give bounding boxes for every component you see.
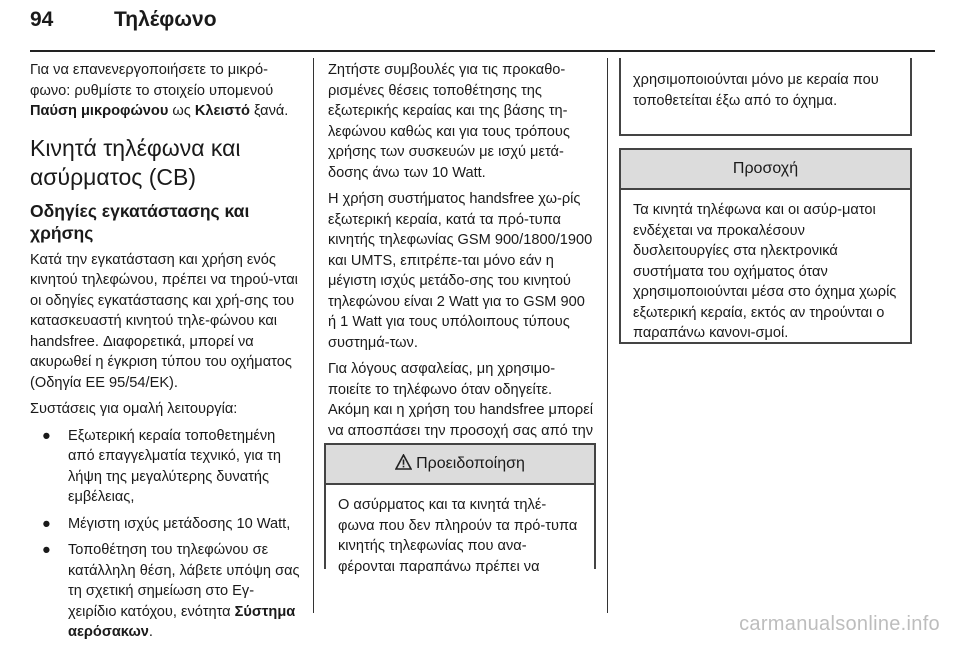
intro-mid: ως — [168, 103, 195, 119]
subsection-heading: Οδηγίες εγκατάστασης και χρήσης — [30, 200, 250, 243]
watermark: carmanualsonline.info — [739, 613, 940, 635]
column-divider-1 — [313, 58, 314, 613]
list-item-text: Εξωτερική κεραία τοποθετημένη από επαγγελματία τεχνικό, για τη λήψη της μεγαλύτερης δυνατής εμβέλειας, — [68, 427, 281, 505]
list-item — [30, 540, 302, 643]
page-header — [30, 8, 930, 48]
list-item — [30, 426, 302, 508]
bullet-dot: ● — [42, 515, 51, 532]
bullet-dot: ● — [42, 542, 51, 558]
intro-menu-item: Παύση μικροφώνου — [30, 103, 169, 119]
warning-triangle-icon — [395, 454, 412, 470]
intro-setting: Κλειστό — [194, 103, 250, 119]
warning-box-header — [326, 445, 594, 485]
caution-body: Τα κινητά τηλέφωνα και οι ασύρ-ματοι ενδέχεται να προκαλέσουν δυσλειτουργίες στα ηλεκτρονικά συστήματα του οχήματος όταν χρησιμοποιούνται μέσα στο όχημα χωρίς εξωτερική κεραία, εκτός αν τηρούνται ο παραπάνω κανονι-σμοί. — [633, 202, 897, 341]
recommendations-intro: Συστάσεις για ομαλή λειτουργία: — [30, 401, 238, 417]
list-item-text: Τοποθέτηση του τηλεφώνου σε κατάλληλη θέση, λάβετε υπόψη σας τη σχετική σημείωση στο Εγ-χειρίδιο κατόχου, ενότητα — [68, 542, 300, 620]
recommendations-list — [30, 426, 302, 643]
bullet-dot: ● — [42, 427, 51, 444]
list-item-end: . — [148, 624, 153, 640]
page-title: Τηλέφωνο — [114, 8, 217, 31]
column-divider-2 — [607, 58, 608, 613]
warning-title: Προειδοποίηση — [416, 455, 525, 472]
column-1 — [30, 60, 302, 649]
page-number: 94 — [30, 8, 54, 31]
handsfree-paragraph: Η χρήση συστήματος handsfree χω-ρίς εξωτερική κεραία, κατά τα πρό-τυπα κινητής τηλεφωνίας GSM 900/1800/1900 και UMTS, επιτρέπε-ται μόνο εάν η μέγιστη ισχύς μετάδο-σης του κινητού τηλεφώνου είναι 2 Watt για το GSM 900 ή 1 Watt για τους υπόλοιπους τύπους συστημά-των. — [328, 191, 593, 351]
safety-paragraph: Για λόγους ασφαλείας, μη χρησιμο-ποιείτε το τηλέφωνο όταν οδηγείτε. Ακόμη και η χρήση του handsfree μπορεί να αποσπάσει την προσοχή σας από την — [328, 361, 593, 439]
warning-box — [324, 443, 596, 575]
installation-paragraph: Κατά την εγκατάσταση και χρήση ενός κινητού τηλεφώνου, πρέπει να τηρού-νται οι οδηγίες εγκατάστασης και χρή-σης του κατασκευαστή κινητού τηλε-φώνου και handsfree. Διαφορετικά, μπορεί να ακυρωθεί η έγκριση τύπου του οχήματος (Οδηγία ΕΕ 95/54/ΕΚ). — [30, 251, 298, 391]
section-heading: Κινητά τηλέφωνα και ασύρματος (CB) — [30, 134, 241, 190]
intro-paragraph — [30, 60, 302, 122]
header-rule — [30, 50, 935, 52]
column-2 — [328, 60, 594, 468]
list-item-text: Μέγιστη ισχύς μετάδοσης 10 Watt, — [68, 515, 291, 532]
intro-end: ξανά. — [249, 103, 289, 119]
antenna-advice-paragraph: Ζητήστε συμβουλές για τις προκαθο-ρισμένες θέσεις τοποθέτησης της εξωτερικής κεραίας και της βάσης τη-λεφώνου καθώς και για τους τρόπους χρήσης των συσκευών με ισχύ μετά-δοσης άνω των 10 Watt. — [328, 62, 570, 181]
caution-box — [619, 148, 912, 344]
intro-text: Για να επανενεργοποιήσετε το μικρό-φωνο: ρυθμίστε το στοιχείο υπομενού — [30, 62, 274, 99]
warning-continuation-text: χρησιμοποιούνται μόνο με κεραία που τοποθετείται έξω από το όχημα. — [633, 72, 879, 109]
caution-title: Προσοχή — [732, 160, 799, 177]
list-item — [30, 514, 302, 535]
airbag-section-ref: Σύστημα αερόσακων — [68, 603, 296, 640]
warning-body: Ο ασύρματος και τα κινητά τηλέ-φωνα που δεν πληρούν τα πρό-τυπα κινητής τηλεφωνίας που ανα-φέρονται παραπάνω πρέπει να — [338, 497, 578, 575]
caution-box-header — [621, 150, 910, 190]
warning-continuation-box — [619, 58, 912, 136]
